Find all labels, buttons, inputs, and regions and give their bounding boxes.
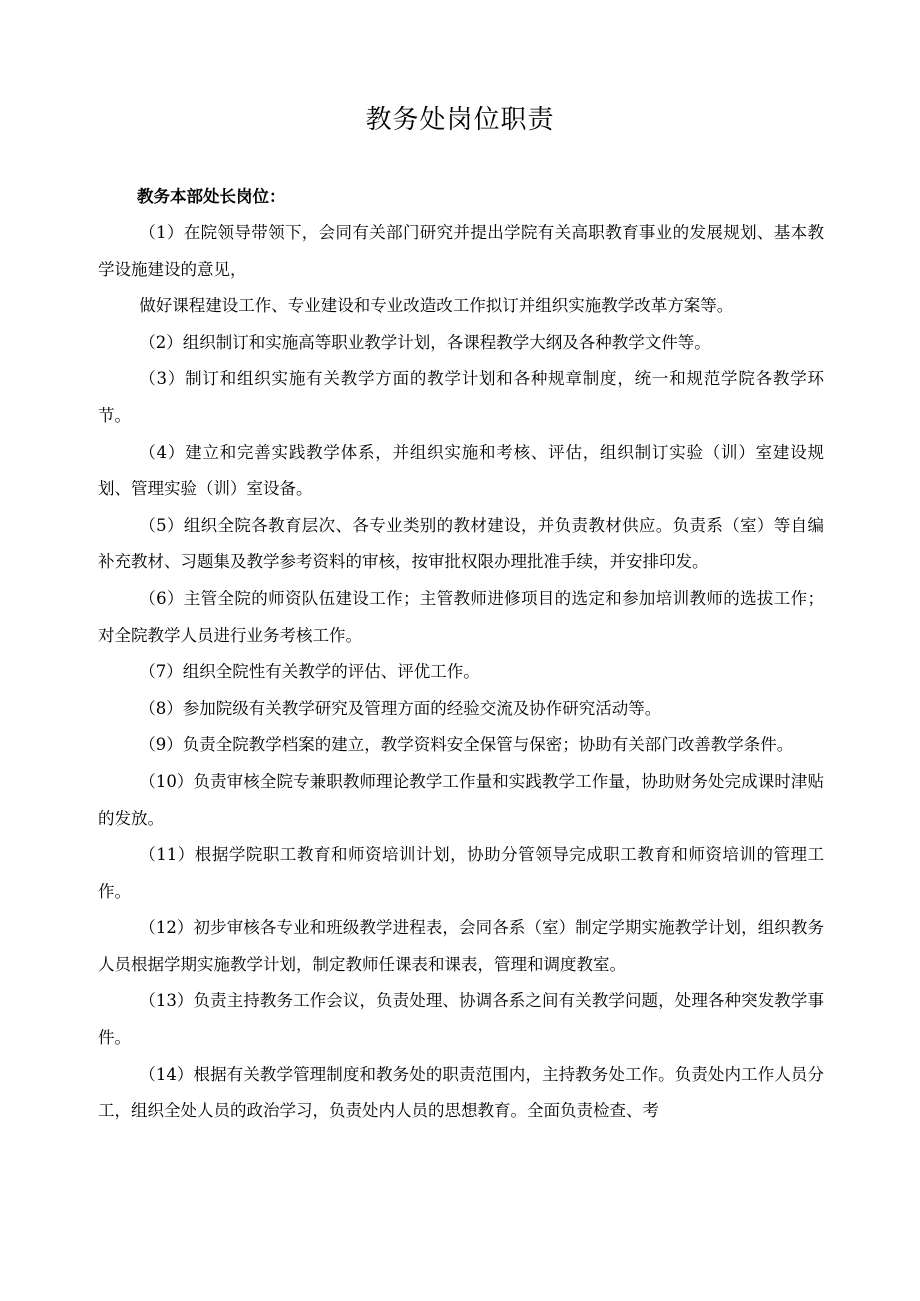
paragraph-8: （8）参加院级有关教学研究及管理方面的经验交流及协作研究活动等。 <box>139 698 662 718</box>
document-body <box>98 215 824 1130</box>
paragraph-5: （5）组织全院各教育层次、各专业类别的教材建设，并负责教材供应。负责系（室）等自编补充教材、习题集及教学参考资料的审核，按审批权限办理批准手续，并安排印发。 <box>98 515 824 572</box>
paragraph-3: （3）制订和组织实施有关教学方面的教学计划和各种规章制度，统一和规范学院各教学环节。 <box>98 369 824 425</box>
paragraph-1-continued: 做好课程建设工作、专业建设和专业改造改工作拟订并组织实施教学改革方案等。 <box>139 296 734 316</box>
document-title: 教务处岗位职责 <box>365 105 555 135</box>
section-heading: 教务本部处长岗位： <box>137 187 286 206</box>
paragraph-12: （12）初步审核各专业和班级教学进程表，会同各系（室）制定学期实施教学计划，组织教务人员根据学期实施教学计划，制定教师任课表和课表，管理和调度教室。 <box>98 918 824 974</box>
paragraph-6: （6）主管全院的师资队伍建设工作；主管教师进修项目的选定和参加培训教师的选拔工作；对全院教学人员进行业务考核工作。 <box>98 588 824 645</box>
paragraph-10: （10）负责审核全院专兼职教师理论教学工作量和实践教学工作量，协助财务处完成课时津贴的发放。 <box>98 771 824 828</box>
paragraph-13: （13）负责主持教务工作会议，负责处理、协调各系之间有关教学问题，处理各种突发教学事件。 <box>98 991 824 1048</box>
paragraph-14: （14）根据有关教学管理制度和教务处的职责范围内，主持教务处工作。负责处内工作人员分工，组织全处人员的政治学习，负责处内人员的思想教育。全面负责检查、考 <box>98 1064 824 1121</box>
paragraph-2: （2）组织制订和实施高等职业教学计划，各课程教学大纲及各种教学文件等。 <box>139 332 711 352</box>
paragraph-1: （1）在院领导带领下，会同有关部门研究并提出学院有关高职教育事业的发展规划、基本教学设施建设的意见， <box>98 223 824 279</box>
paragraph-9: （9）负责全院教学档案的建立，教学资料安全保管与保密；协助有关部门改善教学条件。 <box>139 735 794 755</box>
paragraph-4: （4）建立和完善实践教学体系，并组织实施和考核、评估，组织制订实验（训）室建设规划、管理实验（训）室设备。 <box>98 442 824 499</box>
paragraph-11: （11）根据学院职工教育和师资培训计划，协助分管领导完成职工教育和师资培训的管理工作。 <box>98 845 824 901</box>
paragraph-7: （7）组织全院性有关教学的评估、评优工作。 <box>139 662 480 682</box>
